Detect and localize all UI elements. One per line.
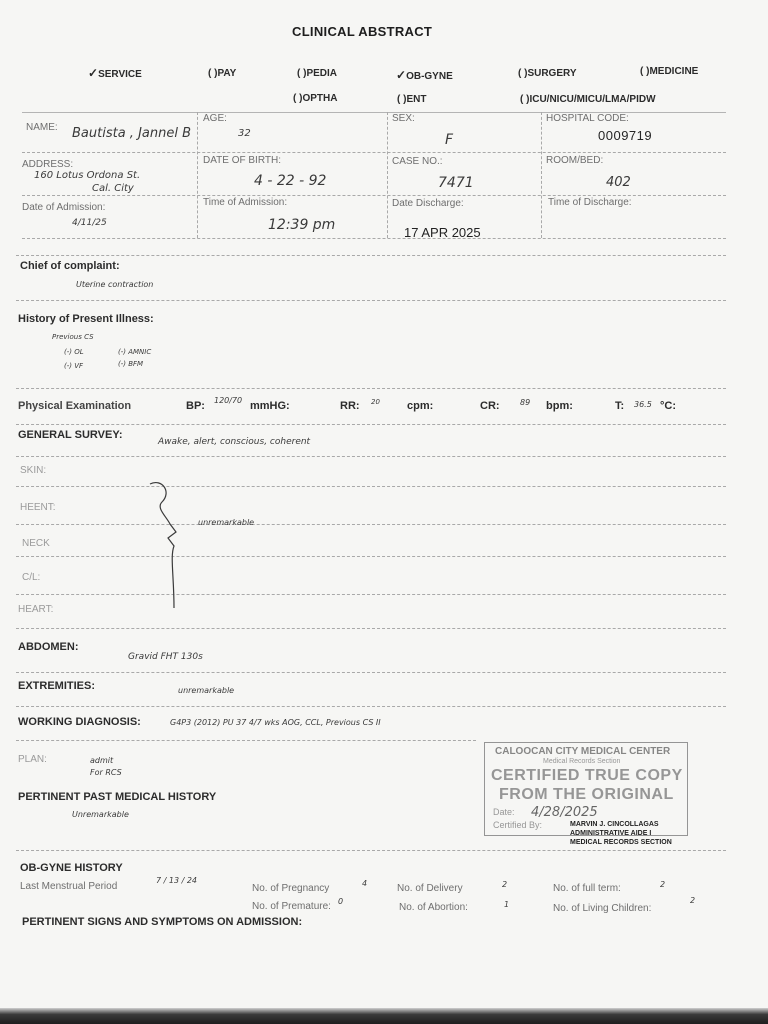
check-mark-icon: ✓	[88, 66, 99, 80]
bracket-mark-icon	[140, 476, 190, 614]
form-title: CLINICAL ABSTRACT	[292, 24, 433, 39]
past-history-value: Unremarkable	[72, 810, 129, 819]
bp-value: 120/70	[214, 396, 243, 405]
history-line2b: (-) AMNIC	[118, 348, 152, 356]
cr-value: 89	[520, 398, 531, 407]
heart-label: HEART:	[18, 604, 54, 615]
bp-label: BP:	[186, 400, 205, 412]
rr-unit: cpm:	[407, 400, 434, 412]
stamp-section: Medical Records Section	[543, 758, 621, 765]
abdomen-value: Gravid FHT 130s	[128, 652, 203, 662]
stamp-hospital-name: CALOOCAN CITY MEDICAL CENTER	[495, 746, 671, 757]
history-label: History of Present Illness:	[18, 313, 154, 325]
living-children-label: No. of Living Children:	[553, 903, 652, 914]
t-value: 36.5	[634, 400, 652, 409]
hospital-code-label: HOSPITAL CODE:	[546, 113, 629, 124]
heent-label: HEENT:	[20, 502, 56, 513]
scanner-bottom-edge	[0, 1008, 768, 1024]
stamp-date-value: 4/28/2025	[531, 805, 598, 820]
general-survey-label: GENERAL SURVEY:	[18, 429, 123, 441]
room-bed: 402	[606, 175, 631, 190]
complaint-value: Uterine contraction	[76, 280, 154, 289]
fullterm-label: No. of full term:	[553, 883, 621, 894]
lmp-value: 7 / 13 / 24	[156, 876, 198, 885]
rr-value: 20	[371, 398, 380, 406]
stamp-certified: CERTIFIED TRUE COPY	[491, 767, 683, 784]
sex-label: SEX:	[392, 113, 415, 124]
plan-label: PLAN:	[18, 754, 47, 765]
patient-sex: F	[445, 132, 454, 148]
lmp-label: Last Menstrual Period	[20, 881, 118, 892]
complaint-label: Chief of complaint:	[20, 260, 120, 272]
discharge-date: 17 APR 2025	[404, 225, 481, 240]
address-line2: Cal. City	[92, 183, 134, 194]
abdomen-label: ABDOMEN:	[18, 641, 79, 653]
premature-value: 0	[338, 897, 344, 906]
address-line1: 160 Lotus Ordona St.	[34, 170, 141, 181]
history-line1: Previous CS	[52, 333, 94, 341]
cr-label: CR:	[480, 400, 500, 412]
past-history-label: PERTINENT PAST MEDICAL HISTORY	[18, 791, 217, 803]
stamp-from-original: FROM THE ORIGINAL	[499, 786, 674, 803]
abortion-label: No. of Abortion:	[399, 902, 468, 913]
physical-label: Physical Examination	[18, 400, 132, 412]
service-option	[88, 66, 142, 80]
signature-block	[570, 820, 672, 847]
signer-section: MEDICAL RECORDS SECTION	[570, 839, 672, 846]
delivery-value: 2	[502, 880, 508, 889]
discharge-time-label: Time of Discharge:	[548, 197, 632, 208]
bracket-value: unremarkable	[198, 518, 255, 527]
obgyne-label: OB-GYNE	[406, 71, 453, 82]
age-label: AGE:	[203, 113, 227, 124]
admission-date-label: Date of Admission:	[22, 202, 106, 213]
plan-line1: admit	[90, 756, 114, 765]
pregnancy-label: No. of Pregnancy	[252, 883, 330, 894]
admission-date: 4/11/25	[72, 218, 107, 228]
patient-name: Bautista , Jannel B	[72, 126, 192, 141]
medicine-option: ( )MEDICINE	[640, 66, 699, 77]
service-label: SERVICE	[98, 69, 142, 80]
t-unit: °C:	[660, 400, 677, 412]
admission-time: 12:39 pm	[268, 217, 336, 233]
room-label: ROOM/BED:	[546, 155, 604, 166]
delivery-label: No. of Delivery	[397, 883, 463, 894]
pedia-option: ( )PEDIA	[297, 68, 337, 79]
obgyne-option	[396, 68, 453, 82]
skin-label: SKIN:	[20, 465, 47, 476]
premature-label: No. of Premature:	[252, 901, 331, 912]
obgyne-history-label: OB-GYNE HISTORY	[20, 862, 123, 874]
discharge-date-label: Date Discharge:	[392, 198, 464, 209]
pregnancy-value: 4	[362, 879, 368, 888]
diagnosis-value: G4P3 (2012) PU 37 4/7 wks AOG, CCL, Previous CS II	[170, 718, 381, 727]
history-line2a: (-) OL	[64, 348, 84, 356]
neck-label: NECK	[22, 538, 50, 549]
living-children-value: 2	[690, 896, 696, 905]
extremities-label: EXTREMITIES:	[18, 680, 96, 692]
surgery-option: ( )SURGERY	[518, 68, 577, 79]
extremities-value: unremarkable	[178, 686, 235, 695]
optha-option: ( )OPTHA	[293, 93, 338, 104]
check-mark-icon: ✓	[396, 68, 407, 82]
ent-option: ( )ENT	[397, 94, 427, 105]
signs-symptoms-label: PERTINENT SIGNS AND SYMPTOMS ON ADMISSION:	[22, 916, 303, 928]
cl-label: C/L:	[22, 572, 41, 583]
dob-label: DATE OF BIRTH:	[203, 155, 281, 166]
t-label: T:	[615, 400, 625, 412]
icu-option: ( )ICU/NICU/MICU/LMA/PIDW	[520, 94, 656, 105]
diagnosis-label: WORKING DIAGNOSIS:	[18, 716, 141, 728]
case-no: 7471	[438, 175, 474, 191]
pay-option: ( )PAY	[208, 68, 237, 79]
name-label: NAME:	[26, 122, 58, 133]
stamp-date-label: Date:	[493, 807, 515, 817]
history-line3b: (-) BFM	[118, 360, 144, 368]
patient-dob: 4 - 22 - 92	[254, 173, 327, 189]
general-survey-value: Awake, alert, conscious, coherent	[158, 437, 311, 447]
fullterm-value: 2	[660, 880, 666, 889]
case-no-label: CASE NO.:	[392, 156, 443, 167]
abortion-value: 1	[504, 900, 510, 909]
admission-time-label: Time of Admission:	[203, 197, 288, 208]
patient-age: 32	[238, 128, 251, 139]
signer-title: ADMINISTRATIVE AIDE I	[570, 830, 652, 837]
signer-name: MARVIN J. CINCOLLAGAS	[570, 821, 659, 828]
rr-label: RR:	[340, 400, 360, 412]
address-label: ADDRESS:	[22, 159, 74, 170]
plan-line2: For RCS	[90, 768, 122, 777]
hospital-code: 0009719	[598, 128, 653, 143]
bp-unit: mmHG:	[250, 400, 290, 412]
cr-unit: bpm:	[546, 400, 573, 412]
stamp-certified-by-label: Certified By:	[493, 820, 543, 830]
history-line3a: (-) VF	[64, 362, 84, 370]
